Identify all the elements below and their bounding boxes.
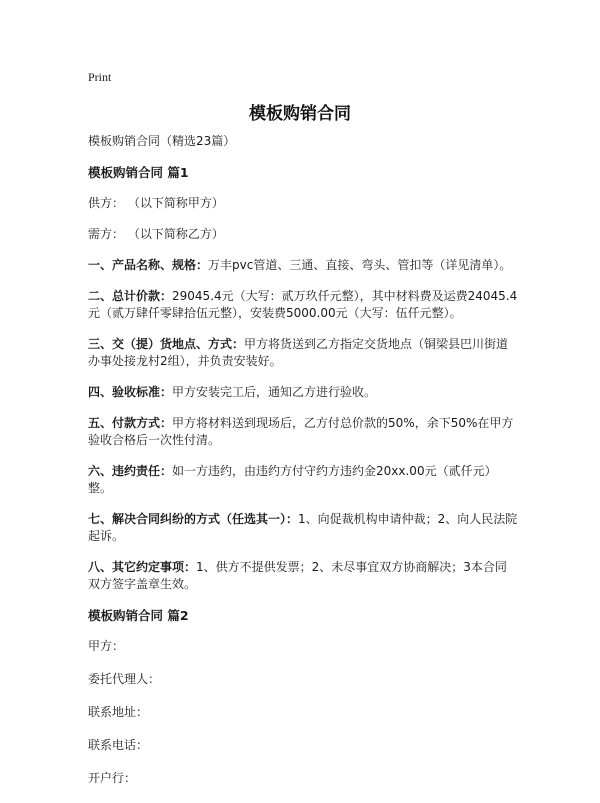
clause-text: 29045.4元（大写：贰万玖仟元整），其中材料费及运费24045.4元（贰万肆仟零肆拾伍元整），安装费5000.00元（大写：伍仟元整）。	[88, 289, 518, 320]
clause-delivery	[88, 336, 518, 370]
field-address: 联系地址：	[88, 705, 149, 719]
section-heading-2: 模板购销合同 篇2	[88, 608, 189, 623]
clause-label: 七、解决合同纠纷的方式（任选其一）：	[88, 512, 299, 526]
print-link[interactable]: Print	[88, 70, 112, 84]
document-content	[88, 133, 518, 803]
clause-text: 1、供方不提供发票；2、未尽事宜双方协商解决；3本合同双方签字盖章生效。	[88, 560, 507, 591]
clause-payment	[88, 415, 518, 449]
section-heading-1: 模板购销合同 篇1	[88, 165, 189, 180]
clause-liability	[88, 463, 518, 497]
clause-label: 一、产品名称、规格：	[88, 258, 209, 272]
party-b-line: 需方： （以下简称乙方）	[88, 227, 224, 241]
clause-text: 甲方将货送到乙方指定交货地点（铜梁县巴川街道办事处接龙村2组），并负责安装好。	[88, 337, 509, 368]
field-bank: 开户行：	[88, 771, 137, 785]
clause-label: 四、验收标准：	[88, 385, 173, 399]
clause-other	[88, 559, 518, 593]
field-phone: 联系电话：	[88, 738, 149, 752]
document-title: 模板购销合同	[249, 104, 351, 124]
clause-label: 六、违约责任：	[88, 464, 173, 478]
clause-label: 五、付款方式：	[88, 416, 173, 430]
clause-text: 如一方违约，由违约方付守约方违约金20xx.00元（贰仟元）整。	[88, 464, 497, 495]
field-party-a: 甲方：	[88, 639, 125, 653]
clause-total-price	[88, 288, 518, 322]
clause-label: 八、其它约定事项：	[88, 560, 197, 574]
party-a-line: 供方： （以下简称甲方）	[88, 196, 224, 210]
clause-text: 1、向促裁机构申请仲裁；2、向人民法院起诉。	[88, 512, 518, 543]
clause-product-name	[88, 257, 518, 274]
document-subtitle: 模板购销合同（精选23篇）	[88, 134, 236, 148]
clause-text: 甲方安装完工后，通知乙方进行验收。	[172, 385, 377, 399]
clause-text: 甲方将材料送到现场后，乙方付总价款的50%，余下50%在甲方验收合格后一次性付清。	[88, 416, 514, 447]
clause-text: 万丰pvc管道、三通、直接、弯头、管扣等（详见清单）。	[208, 258, 512, 272]
clause-label: 二、总计价款：	[88, 289, 173, 303]
clause-dispute	[88, 511, 518, 545]
clause-acceptance	[88, 384, 518, 401]
field-agent: 委托代理人：	[88, 672, 161, 686]
clause-label: 三、交（提）货地点、方式：	[88, 337, 245, 351]
